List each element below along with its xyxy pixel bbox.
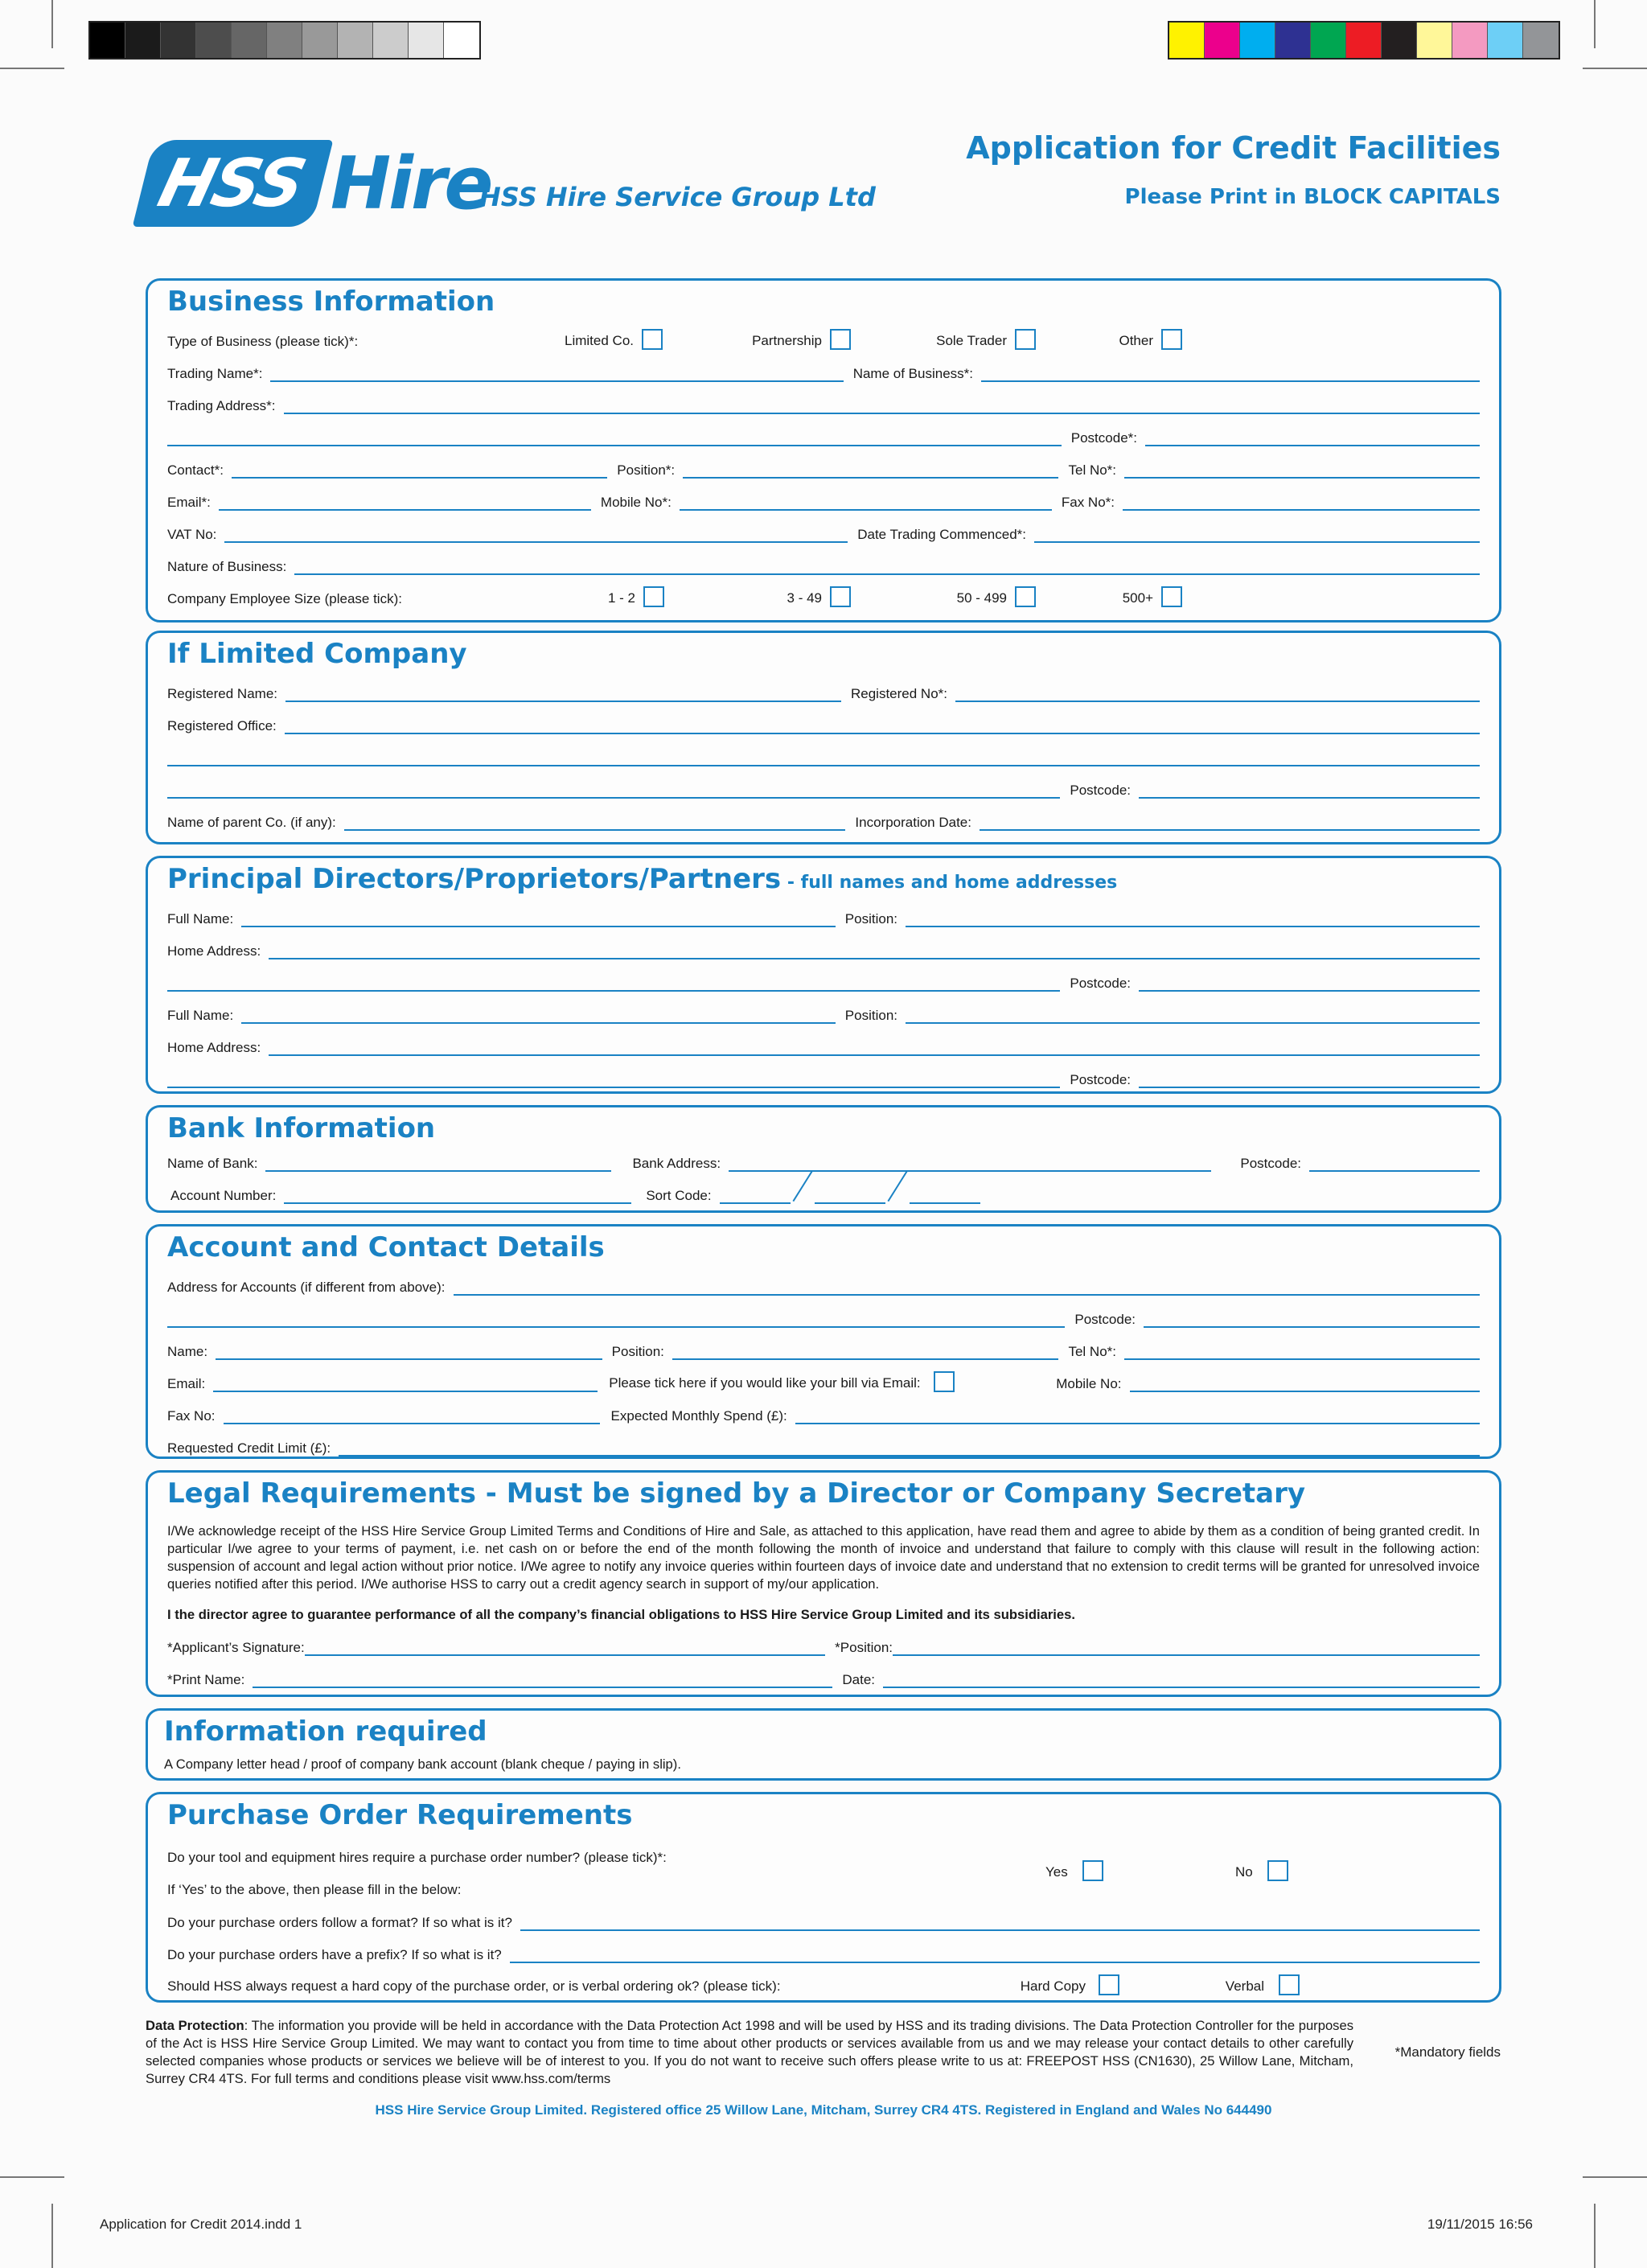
vat-row xyxy=(167,519,1480,543)
field-label: Tel No*: xyxy=(1068,462,1117,478)
business-information-section xyxy=(146,278,1501,622)
accounts-postcode-field[interactable] xyxy=(1144,1310,1480,1328)
gray-swatch xyxy=(196,23,232,58)
field-label: Fax No: xyxy=(167,1408,216,1424)
field-label: Do your purchase orders have a prefix? If so what is it? xyxy=(167,1947,502,1962)
field-label: Registered Office: xyxy=(167,718,277,733)
account-number-field[interactable] xyxy=(284,1186,631,1204)
registered-name-row xyxy=(167,678,1480,702)
employee-size-row xyxy=(167,583,1480,607)
sort-code-separator xyxy=(792,1171,812,1202)
field-label: Email: xyxy=(167,1376,206,1391)
option-label: Other xyxy=(1119,333,1153,348)
field-label: Home Address: xyxy=(167,1040,261,1055)
option-label: 500+ xyxy=(1122,590,1153,606)
option-label: 1 - 2 xyxy=(607,590,635,606)
crop-mark xyxy=(51,2204,53,2268)
registered-no-field[interactable] xyxy=(955,684,1480,702)
print-slug-file: Application for Credit 2014.indd 1 xyxy=(100,2217,302,2232)
legal-paragraph: I/We acknowledge receipt of the HSS Hire Service Group Limited Terms and Conditions of Hire and Sale, as attached to this application, have read them and agree to abide by them as a condition of being granted credit. In particular I/we agree to your terms of payment, i.e. net cash on or before the end of the month following the month of invoice and understand that failure to comply with this clause will result in the following action: suspension of account and legal action without prior notice. I/We agree to notify any invoice queries within fourteen days of invoice date and understand that no extension to credit terms will be granted for unresolved invoice queries notified after this period. I/We authorise HSS to carry out a credit agency search in support of my/our application. xyxy=(167,1523,1480,1592)
field-label: Postcode: xyxy=(1070,1072,1131,1087)
registered-name-field[interactable] xyxy=(285,684,841,702)
grayscale-color-bar xyxy=(88,21,481,60)
cmyk-color-bar xyxy=(1168,21,1560,60)
field-label: Name of Business*: xyxy=(852,366,973,381)
field-label: *Position: xyxy=(835,1640,893,1655)
section-title: Account and Contact Details xyxy=(167,1231,605,1263)
gray-swatch xyxy=(125,23,161,58)
registered-office-row-2 xyxy=(167,742,1480,766)
signature-row xyxy=(167,1632,1480,1656)
sole-trader-checkbox[interactable] xyxy=(1015,329,1036,350)
accounts-name-row xyxy=(167,1336,1480,1360)
field-label: Nature of Business: xyxy=(167,559,287,574)
option-label: Verbal xyxy=(1225,1978,1264,1994)
crop-mark xyxy=(1594,2204,1596,2268)
option-label: Hard Copy xyxy=(1020,1978,1086,1994)
color-swatch xyxy=(1488,23,1523,58)
crop-mark xyxy=(1583,2176,1647,2178)
section-title: Information required xyxy=(164,1715,487,1748)
option-label: Limited Co. xyxy=(565,333,634,348)
credit-limit-field[interactable] xyxy=(339,1439,1480,1457)
sort-code-1-field[interactable] xyxy=(720,1186,791,1204)
section-title-main: Principal Directors/Proprietors/Partners xyxy=(167,863,782,895)
color-swatch xyxy=(1240,23,1275,58)
section-title: Purchase Order Requirements xyxy=(167,1799,633,1831)
field-label: Expected Monthly Spend (£): xyxy=(610,1408,787,1424)
bank-information-section xyxy=(146,1105,1501,1213)
option-label: Yes xyxy=(1045,1864,1068,1880)
color-swatch xyxy=(1169,23,1205,58)
crop-mark xyxy=(1594,0,1596,48)
bank-name-row xyxy=(167,1148,1480,1172)
group-name: HSS Hire Service Group Ltd xyxy=(479,182,876,212)
field-label: Requested Credit Limit (£): xyxy=(167,1440,331,1456)
print-name-row xyxy=(167,1664,1480,1688)
employees-500-plus-checkbox[interactable] xyxy=(1161,586,1182,607)
field-label: Postcode: xyxy=(1070,783,1131,798)
registered-office-line-3-field[interactable] xyxy=(167,781,1060,799)
field-label: Postcode: xyxy=(1070,976,1131,991)
employees-50-499-checkbox[interactable] xyxy=(1015,586,1036,607)
business-type-row xyxy=(167,326,1480,350)
option-label: 3 - 49 xyxy=(787,590,822,606)
signature-field[interactable] xyxy=(305,1638,825,1656)
po-note: If ‘Yes’ to the above, then please fill in the below: xyxy=(167,1882,462,1897)
field-label: Position: xyxy=(844,911,897,927)
field-label: Account Number: xyxy=(170,1188,277,1203)
po-prefix-field[interactable] xyxy=(510,1945,1480,1963)
field-label: Postcode: xyxy=(1074,1312,1136,1327)
option-label: Sole Trader xyxy=(936,333,1007,348)
sort-code-2-field[interactable] xyxy=(815,1186,885,1204)
parent-company-field[interactable] xyxy=(344,813,846,831)
po-prefix-row xyxy=(167,1939,1480,1963)
limited-co-checkbox[interactable] xyxy=(642,329,663,350)
director-2-address-field[interactable] xyxy=(269,1038,1480,1056)
accounts-address-line-2-field[interactable] xyxy=(167,1310,1065,1328)
email-row xyxy=(167,487,1480,511)
director-1-postcode-field[interactable] xyxy=(1139,974,1480,992)
bank-account-row xyxy=(170,1180,1480,1204)
gray-swatch xyxy=(373,23,409,58)
gray-swatch xyxy=(267,23,302,58)
legal-requirements-section xyxy=(146,1470,1501,1697)
po-note-row xyxy=(167,1875,1480,1899)
field-label: Contact*: xyxy=(167,462,224,478)
accounts-email-field[interactable] xyxy=(213,1374,598,1392)
postcode-field[interactable] xyxy=(1145,429,1480,446)
color-swatch xyxy=(1382,23,1417,58)
business-type-label: Type of Business (please tick)*: xyxy=(167,334,359,349)
registered-office-row xyxy=(167,710,1480,734)
sort-code-3-field[interactable] xyxy=(910,1186,980,1204)
field-label: Trading Address*: xyxy=(167,398,276,413)
postcode-field[interactable] xyxy=(1139,781,1480,799)
vat-field[interactable] xyxy=(224,525,848,543)
field-label: Date: xyxy=(842,1672,875,1687)
trading-name-row xyxy=(167,358,1480,382)
nature-of-business-field[interactable] xyxy=(294,557,1480,575)
field-label: Postcode: xyxy=(1240,1156,1301,1171)
trading-name-field[interactable] xyxy=(270,364,843,382)
field-label: Tel No*: xyxy=(1068,1344,1116,1359)
section-title: If Limited Company xyxy=(167,638,467,670)
field-label: Bank Address: xyxy=(632,1156,721,1171)
employees-1-2-checkbox[interactable] xyxy=(643,586,664,607)
color-swatch xyxy=(1417,23,1452,58)
email-field[interactable] xyxy=(219,493,591,511)
director-2-postcode-field[interactable] xyxy=(1139,1070,1480,1088)
partnership-checkbox[interactable] xyxy=(830,329,851,350)
gray-swatch xyxy=(232,23,267,58)
po-question: Do your tool and equipment hires require a purchase order number? (please tick)*: xyxy=(167,1850,667,1865)
credit-limit-row xyxy=(167,1432,1480,1457)
mobile-field[interactable] xyxy=(680,493,1052,511)
registered-office-line-2-field[interactable] xyxy=(167,749,1480,766)
accounts-address-row xyxy=(167,1272,1480,1296)
section-title-sub: - full names and home addresses xyxy=(781,873,1118,893)
field-label: Registered No*: xyxy=(850,686,947,701)
fax-field[interactable] xyxy=(1123,493,1480,511)
field-label: Fax No*: xyxy=(1061,495,1115,510)
section-title: Legal Requirements - Must be signed by a Director or Company Secretary xyxy=(167,1477,1306,1510)
section-title: Bank Information xyxy=(167,1112,436,1144)
director-1-address-row xyxy=(167,935,1480,959)
field-label: Email*: xyxy=(167,495,211,510)
trading-address-row xyxy=(167,390,1480,414)
field-label: Position: xyxy=(844,1008,897,1023)
field-label: Name: xyxy=(167,1344,208,1359)
section-title xyxy=(167,863,1117,895)
hss-hire-logo xyxy=(143,140,491,227)
color-swatch xyxy=(1275,23,1311,58)
page-subtitle: Please Print in BLOCK CAPITALS xyxy=(1124,185,1501,209)
logo-hss-text: HSS xyxy=(151,145,311,222)
date-trading-field[interactable] xyxy=(1034,525,1480,543)
gray-swatch xyxy=(444,23,479,58)
incorporation-date-field[interactable] xyxy=(980,813,1480,831)
po-format-row xyxy=(167,1907,1480,1931)
nature-row xyxy=(167,551,1480,575)
tel-field[interactable] xyxy=(1124,461,1480,479)
field-label: Sort Code: xyxy=(646,1188,712,1203)
directors-section xyxy=(146,856,1501,1094)
field-label: Mobile No*: xyxy=(600,495,672,510)
sort-code-separator xyxy=(887,1171,907,1202)
director-1-address-field[interactable] xyxy=(269,942,1480,959)
accounts-tel-field[interactable] xyxy=(1124,1342,1480,1360)
director-2-address-row xyxy=(167,1032,1480,1056)
po-hardcopy-row xyxy=(167,1971,1480,1995)
field-label: Date Trading Commenced*: xyxy=(857,527,1026,542)
mandatory-note: *Mandatory fields xyxy=(1394,2044,1501,2060)
field-label: Mobile No: xyxy=(1056,1376,1122,1391)
field-label: Please tick here if you would like your bill via Email: xyxy=(609,1375,921,1391)
page-title: Application for Credit Facilities xyxy=(966,130,1501,166)
gray-swatch xyxy=(302,23,338,58)
accounts-address-field[interactable] xyxy=(454,1278,1480,1296)
director-1-name-field[interactable] xyxy=(241,910,836,927)
business-name-field[interactable] xyxy=(981,364,1480,382)
field-label: Name of parent Co. (if any): xyxy=(167,815,336,830)
employees-3-49-checkbox[interactable] xyxy=(830,586,851,607)
information-required-text: A Company letter head / proof of company bank account (blank cheque / paying in slip). xyxy=(164,1756,681,1772)
accounts-fax-field[interactable] xyxy=(224,1407,600,1424)
field-label: Full Name: xyxy=(167,1008,234,1023)
po-hardcopy-question: Should HSS always request a hard copy of the purchase order, or is verbal ordering ok? (please tick): xyxy=(167,1978,781,1994)
color-swatch xyxy=(1523,23,1559,58)
information-required-section xyxy=(146,1708,1501,1781)
registered-office-row-3 xyxy=(167,774,1480,799)
director-2-address-line-2-field[interactable] xyxy=(167,1070,1060,1088)
contact-field[interactable] xyxy=(232,461,607,479)
accounts-fax-row xyxy=(167,1400,1480,1424)
data-protection-label: Data Protection xyxy=(146,2018,244,2033)
option-label: 50 - 499 xyxy=(956,590,1007,606)
field-label: Trading Name*: xyxy=(167,366,263,381)
hard-copy-checkbox[interactable] xyxy=(1099,1974,1119,1995)
accounts-name-field[interactable] xyxy=(216,1342,602,1360)
signature-date-field[interactable] xyxy=(883,1670,1480,1688)
registered-office-note: HSS Hire Service Group Limited. Registered office 25 Willow Lane, Mitcham, Surrey CR4 4TS. Registered in England and Wales No 644490 xyxy=(375,2102,1272,2118)
field-label: Home Address: xyxy=(167,943,261,959)
data-protection-text: : The information you provide will be held in accordance with the Data Protection Act 1998 and will be used by HSS and its trading divisions. The Data Protection Controller for the purposes of the Act is HSS Hire Service Group Limited. We may want to contact you from time to time about other products or services available from us and we may release your contact details to other carefully selected companies whose products or services we believe will be of interest to you. If you do not want to receive such offers please write to us at: FREEPOST HSS (CN1630), 25 Willow Lane, Mitcham, Surrey CR4 4TS. For full terms and conditions please visit www.hss.com/terms xyxy=(146,2018,1353,2086)
color-swatch xyxy=(1346,23,1382,58)
print-name-field[interactable] xyxy=(253,1670,832,1688)
director-1-name-row xyxy=(167,903,1480,927)
bank-name-field[interactable] xyxy=(265,1154,611,1172)
contact-row xyxy=(167,454,1480,479)
director-1-address-line-2-field[interactable] xyxy=(167,974,1060,992)
accounts-mobile-field[interactable] xyxy=(1130,1374,1481,1392)
director-1-address-row-2 xyxy=(167,968,1480,992)
field-label: Incorporation Date: xyxy=(855,815,971,830)
field-label: *Applicant’s Signature: xyxy=(167,1640,305,1655)
parent-company-row xyxy=(167,807,1480,831)
accounts-address-row-2 xyxy=(167,1304,1480,1328)
field-label: Position: xyxy=(611,1344,664,1359)
accounts-email-row xyxy=(167,1368,1480,1392)
gray-swatch xyxy=(90,23,125,58)
color-swatch xyxy=(1205,23,1240,58)
trading-address-field[interactable] xyxy=(284,396,1481,414)
verbal-checkbox[interactable] xyxy=(1279,1974,1300,1995)
bank-address-field[interactable] xyxy=(729,1154,1211,1172)
limited-company-section xyxy=(146,631,1501,844)
crop-mark xyxy=(0,68,64,69)
signatory-position-field[interactable] xyxy=(893,1638,1480,1656)
director-2-name-row xyxy=(167,1000,1480,1024)
color-swatch xyxy=(1311,23,1346,58)
director-1-position-field[interactable] xyxy=(906,910,1480,927)
po-format-field[interactable] xyxy=(520,1913,1480,1931)
director-2-address-row-2 xyxy=(167,1064,1480,1088)
monthly-spend-field[interactable] xyxy=(795,1407,1480,1424)
accounts-position-field[interactable] xyxy=(672,1342,1059,1360)
field-label: Do your purchase orders follow a format? If so what is it? xyxy=(167,1915,512,1930)
print-slug-date: 19/11/2015 16:56 xyxy=(1427,2217,1533,2232)
logo-hire-text: Hire xyxy=(330,141,491,226)
gray-swatch xyxy=(161,23,196,58)
gray-swatch xyxy=(409,23,444,58)
account-contact-section xyxy=(146,1224,1501,1459)
position-field[interactable] xyxy=(683,461,1058,479)
gray-swatch xyxy=(338,23,373,58)
field-label: Position*: xyxy=(617,462,676,478)
option-label: No xyxy=(1235,1864,1253,1880)
crop-mark xyxy=(51,0,53,48)
director-guarantee: I the director agree to guarantee performance of all the company’s financial obligations to HSS Hire Service Group Limited and its subsidiaries. xyxy=(167,1607,1075,1622)
field-label: Full Name: xyxy=(167,911,234,927)
field-label: Postcode*: xyxy=(1070,430,1137,446)
crop-mark xyxy=(1583,68,1647,69)
director-2-name-field[interactable] xyxy=(241,1006,836,1024)
field-label: Name of Bank: xyxy=(167,1156,258,1171)
color-swatch xyxy=(1452,23,1488,58)
bill-via-email-checkbox[interactable] xyxy=(934,1371,955,1392)
bank-postcode-field[interactable] xyxy=(1309,1154,1480,1172)
director-2-position-field[interactable] xyxy=(906,1006,1480,1024)
field-label: VAT No: xyxy=(167,527,217,542)
registered-office-field[interactable] xyxy=(285,717,1480,734)
field-label: Registered Name: xyxy=(167,686,278,701)
field-label: *Print Name: xyxy=(167,1672,245,1687)
crop-mark xyxy=(0,2176,64,2178)
data-protection-notice xyxy=(146,2017,1353,2088)
field-label: Address for Accounts (if different from above): xyxy=(167,1280,446,1295)
logo-badge xyxy=(133,140,334,227)
section-title: Business Information xyxy=(167,286,495,318)
employee-size-label: Company Employee Size (please tick): xyxy=(167,591,402,606)
trading-address-line-2-field[interactable] xyxy=(167,429,1062,446)
trading-address-row-2 xyxy=(167,422,1480,446)
purchase-order-section xyxy=(146,1792,1501,2003)
option-label: Partnership xyxy=(752,333,822,348)
other-checkbox[interactable] xyxy=(1161,329,1182,350)
